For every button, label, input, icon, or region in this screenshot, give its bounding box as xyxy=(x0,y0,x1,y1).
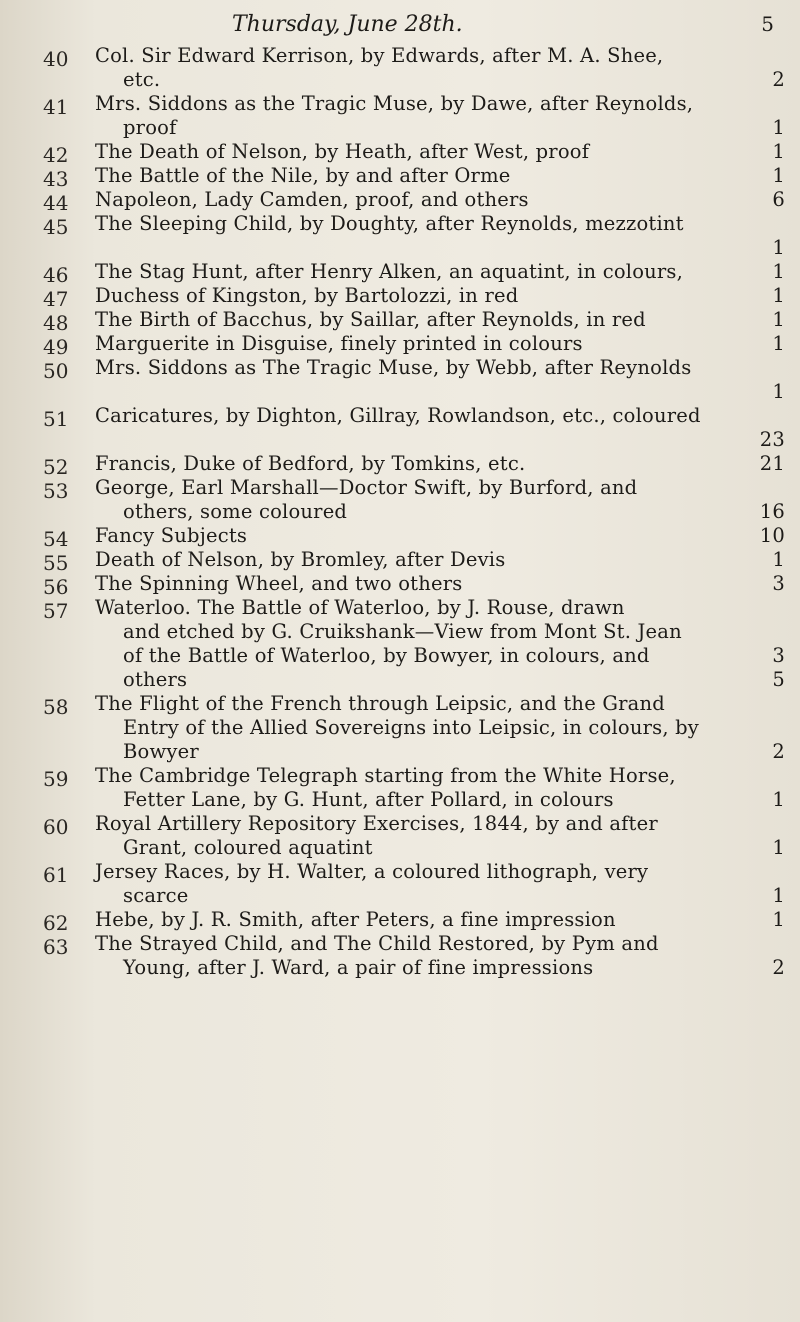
lot-line-text: of the Battle of Waterloo, by Bowyer, in colours, and xyxy=(123,644,650,667)
lot-entry xyxy=(0,908,800,935)
lot-description xyxy=(95,452,785,476)
lot-description xyxy=(95,308,785,332)
lot-line xyxy=(95,764,785,788)
lot-quantity: 5 xyxy=(772,668,785,691)
lot-line xyxy=(95,212,785,236)
lot-line-text: The Battle of the Nile, by and after Orme xyxy=(95,164,511,187)
lot-number: 43 xyxy=(43,167,69,191)
lot-entry xyxy=(0,164,800,191)
lot-line-text: Death of Nelson, by Bromley, after Devis xyxy=(95,548,506,571)
lot-number: 46 xyxy=(43,263,69,287)
lot-line xyxy=(95,692,785,716)
lot-number: 56 xyxy=(43,575,69,599)
lot-description xyxy=(95,332,785,356)
lot-number: 58 xyxy=(43,695,69,719)
lot-line-text: The Birth of Bacchus, by Saillar, after Reynolds, in red xyxy=(95,308,646,331)
lot-number: 41 xyxy=(43,95,69,119)
lot-description xyxy=(95,44,785,92)
lot-line-text: The Sleeping Child, by Doughty, after Reynolds, mezzotint xyxy=(95,212,684,235)
lot-line-text: Bowyer xyxy=(123,740,199,763)
lot-list xyxy=(0,44,800,980)
lot-number: 60 xyxy=(43,815,69,839)
lot-line-text: others, some coloured xyxy=(123,500,348,523)
lot-line-text: Grant, coloured aquatint xyxy=(123,836,373,859)
lot-line-text: Fancy Subjects xyxy=(95,524,248,547)
lot-description xyxy=(95,812,785,860)
lot-line xyxy=(95,428,785,452)
lot-line xyxy=(95,812,785,836)
lot-quantity: 1 xyxy=(772,116,785,139)
lot-description xyxy=(95,188,785,212)
lot-line-text: George, Earl Marshall—Doctor Swift, by Burford, and xyxy=(95,476,638,499)
lot-line xyxy=(95,740,785,764)
lot-line xyxy=(95,668,785,692)
lot-line-text: The Cambridge Telegraph starting from the White Horse, xyxy=(95,764,676,787)
lot-line-text: The Spinning Wheel, and two others xyxy=(95,572,463,595)
lot-line xyxy=(95,116,785,140)
lot-line xyxy=(95,284,785,308)
lot-number: 55 xyxy=(43,551,69,575)
lot-description xyxy=(95,572,785,596)
lot-description xyxy=(95,932,785,980)
lot-description xyxy=(95,140,785,164)
lot-quantity: 1 xyxy=(772,548,785,571)
lot-line-text: others xyxy=(123,668,188,691)
lot-line xyxy=(95,476,785,500)
lot-line-text: Marguerite in Disguise, finely printed in colours xyxy=(95,332,583,355)
lot-entry xyxy=(0,308,800,335)
lot-line-text: Entry of the Allied Sovereigns into Leipsic, in colours, by xyxy=(123,716,700,739)
lot-number: 54 xyxy=(43,527,69,551)
lot-line-text: Francis, Duke of Bedford, by Tomkins, etc. xyxy=(95,452,526,475)
lot-number: 44 xyxy=(43,191,69,215)
lot-entry xyxy=(0,44,800,92)
lot-line xyxy=(95,956,785,980)
lot-line xyxy=(95,236,785,260)
lot-description xyxy=(95,596,785,692)
lot-line-text: The Flight of the French through Leipsic, and the Grand xyxy=(95,692,665,715)
lot-line xyxy=(95,836,785,860)
lot-quantity: 16 xyxy=(759,500,785,523)
lot-number: 42 xyxy=(43,143,69,167)
lot-line xyxy=(95,260,785,284)
lot-line-text: The Stag Hunt, after Henry Alken, an aquatint, in colours, xyxy=(95,260,684,283)
lot-line-text: Waterloo. The Battle of Waterloo, by J. Rouse, drawn xyxy=(95,596,625,619)
lot-description xyxy=(95,260,785,284)
lot-number: 51 xyxy=(43,407,69,431)
lot-quantity: 1 xyxy=(772,380,785,403)
lot-quantity: 2 xyxy=(772,740,785,763)
lot-quantity: 3 xyxy=(772,572,785,595)
lot-quantity: 2 xyxy=(772,956,785,979)
lot-line xyxy=(95,548,785,572)
lot-entry xyxy=(0,860,800,908)
lot-quantity: 1 xyxy=(772,332,785,355)
lot-line-text: and etched by G. Cruikshank—View from Mont St. Jean xyxy=(123,620,682,643)
lot-line xyxy=(95,356,785,380)
lot-line-text: Young, after J. Ward, a pair of fine impressions xyxy=(123,956,594,979)
lot-line xyxy=(95,932,785,956)
lot-entry xyxy=(0,692,800,764)
lot-description xyxy=(95,404,785,452)
lot-line-text: proof xyxy=(123,116,177,139)
lot-number: 62 xyxy=(43,911,69,935)
lot-line xyxy=(95,92,785,116)
lot-description xyxy=(95,860,785,908)
lot-line-text: Hebe, by J. R. Smith, after Peters, a fine impression xyxy=(95,908,616,931)
lot-quantity: 1 xyxy=(772,308,785,331)
lot-quantity: 2 xyxy=(772,68,785,91)
lot-quantity: 1 xyxy=(772,140,785,163)
lot-quantity: 1 xyxy=(772,260,785,283)
lot-entry xyxy=(0,452,800,479)
lot-entry xyxy=(0,548,800,575)
lot-entry xyxy=(0,812,800,860)
lot-line xyxy=(95,620,785,644)
lot-number: 61 xyxy=(43,863,69,887)
lot-line xyxy=(95,140,785,164)
lot-line-text: Mrs. Siddons as the Tragic Muse, by Dawe, after Reynolds, xyxy=(95,92,694,115)
lot-quantity: 1 xyxy=(772,788,785,811)
lot-line-text: etc. xyxy=(123,68,161,91)
lot-line-text: Mrs. Siddons as The Tragic Muse, by Webb, after Reynolds xyxy=(95,356,692,379)
lot-entry xyxy=(0,92,800,140)
lot-quantity: 1 xyxy=(772,236,785,259)
lot-line-text: Caricatures, by Dighton, Gillray, Rowlandson, etc., coloured xyxy=(95,404,701,427)
lot-number: 57 xyxy=(43,599,69,623)
lot-entry xyxy=(0,140,800,167)
lot-line xyxy=(95,308,785,332)
lot-entry xyxy=(0,332,800,359)
lot-line-text: scarce xyxy=(123,884,189,907)
lot-quantity: 21 xyxy=(759,452,785,475)
lot-description xyxy=(95,92,785,140)
lot-line xyxy=(95,404,785,428)
lot-line xyxy=(95,716,785,740)
lot-description xyxy=(95,212,785,260)
lot-description xyxy=(95,548,785,572)
lot-line-text: The Strayed Child, and The Child Restored, by Pym and xyxy=(95,932,659,955)
lot-entry xyxy=(0,212,800,260)
lot-entry xyxy=(0,188,800,215)
lot-number: 47 xyxy=(43,287,69,311)
page-number: 5 xyxy=(761,12,774,36)
lot-line-text: Fetter Lane, by G. Hunt, after Pollard, in colours xyxy=(123,788,614,811)
lot-line xyxy=(95,788,785,812)
lot-number: 63 xyxy=(43,935,69,959)
lot-entry xyxy=(0,356,800,404)
lot-description xyxy=(95,764,785,812)
lot-line xyxy=(95,44,785,68)
lot-description xyxy=(95,524,785,548)
lot-line xyxy=(95,332,785,356)
lot-quantity: 1 xyxy=(772,836,785,859)
lot-quantity: 1 xyxy=(772,908,785,931)
lot-line xyxy=(95,524,785,548)
lot-number: 52 xyxy=(43,455,69,479)
lot-number: 45 xyxy=(43,215,69,239)
lot-entry xyxy=(0,596,800,692)
lot-line-text: Duchess of Kingston, by Bartolozzi, in red xyxy=(95,284,519,307)
lot-number: 53 xyxy=(43,479,69,503)
lot-quantity: 3 xyxy=(772,644,785,667)
lot-number: 48 xyxy=(43,311,69,335)
lot-line xyxy=(95,884,785,908)
lot-number: 49 xyxy=(43,335,69,359)
lot-description xyxy=(95,692,785,764)
lot-description xyxy=(95,908,785,932)
lot-line xyxy=(95,572,785,596)
lot-line-text: Col. Sir Edward Kerrison, by Edwards, after M. A. Shee, xyxy=(95,44,664,67)
lot-line xyxy=(95,500,785,524)
lot-entry xyxy=(0,476,800,524)
lot-entry xyxy=(0,572,800,599)
lot-line xyxy=(95,452,785,476)
lot-description xyxy=(95,284,785,308)
lot-quantity: 23 xyxy=(759,428,785,451)
lot-number: 50 xyxy=(43,359,69,383)
lot-entry xyxy=(0,524,800,551)
lot-description xyxy=(95,356,785,404)
lot-quantity: 1 xyxy=(772,884,785,907)
lot-quantity: 10 xyxy=(759,524,785,547)
lot-entry xyxy=(0,932,800,980)
page-header xyxy=(232,12,792,42)
lot-line xyxy=(95,596,785,620)
lot-number: 40 xyxy=(43,47,69,71)
lot-quantity: 1 xyxy=(772,164,785,187)
lot-quantity: 1 xyxy=(772,284,785,307)
lot-entry xyxy=(0,764,800,812)
lot-line xyxy=(95,908,785,932)
lot-description xyxy=(95,476,785,524)
lot-line xyxy=(95,644,785,668)
lot-line xyxy=(95,380,785,404)
page-title: Thursday, June 28th. xyxy=(232,12,463,37)
lot-quantity: 6 xyxy=(772,188,785,211)
lot-line xyxy=(95,188,785,212)
lot-description xyxy=(95,164,785,188)
lot-entry xyxy=(0,404,800,452)
lot-line-text: Napoleon, Lady Camden, proof, and others xyxy=(95,188,529,211)
lot-line-text: Royal Artillery Repository Exercises, 1844, by and after xyxy=(95,812,658,835)
lot-line-text: The Death of Nelson, by Heath, after West, proof xyxy=(95,140,590,163)
lot-line xyxy=(95,860,785,884)
lot-line-text: Jersey Races, by H. Walter, a coloured lithograph, very xyxy=(95,860,649,883)
lot-line xyxy=(95,164,785,188)
lot-entry xyxy=(0,260,800,287)
lot-line xyxy=(95,68,785,92)
lot-entry xyxy=(0,284,800,311)
lot-number: 59 xyxy=(43,767,69,791)
